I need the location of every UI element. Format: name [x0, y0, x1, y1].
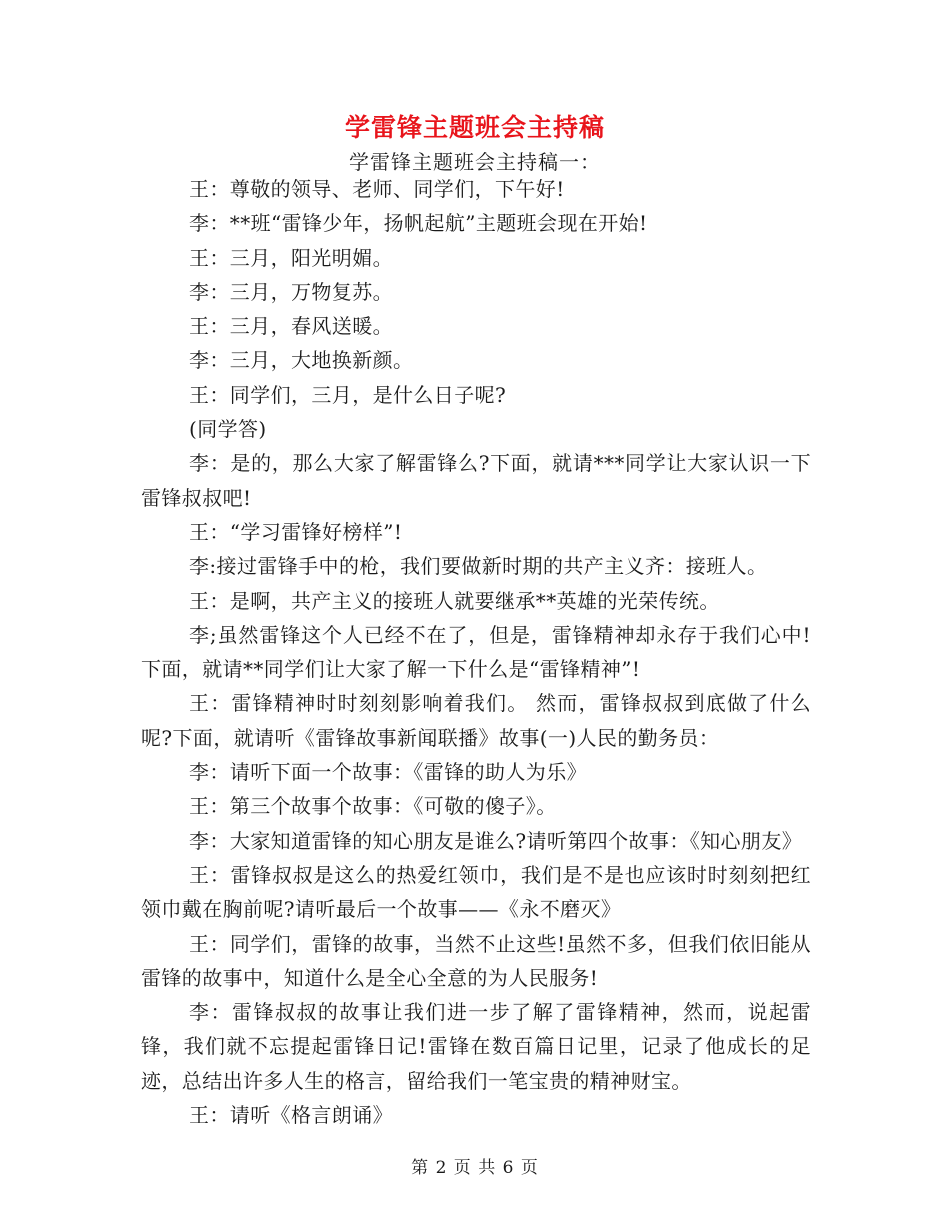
paragraph: 王：三月，阳光明媚。 — [189, 245, 393, 270]
paragraph: 李;虽然雷锋这个人已经不在了，但是，雷锋精神却永存于我们心中!下面，就请**同学们让大家了解一下什么是“雷锋精神”! — [141, 622, 811, 682]
paragraph: 王：同学们，雷锋的故事，当然不止这些!虽然不多，但我们依旧能从雷锋的故事中，知道什么是全心全意的为人民服务! — [141, 931, 811, 990]
paragraph: 王：是啊，共产主义的接班人就要继承**英雄的光荣传统。 — [189, 588, 720, 613]
paragraph: 王：第三个故事个故事：《可敬的傻子》。 — [189, 794, 557, 819]
paragraph: 李：大家知道雷锋的知心朋友是谁么?请听第四个故事：《知心朋友》 — [189, 828, 803, 853]
paragraph: 王：请听《格言朗诵》 — [189, 1103, 393, 1128]
document-subtitle: 学雷锋主题班会主持稿一： — [349, 150, 601, 174]
paragraph: 李：三月，大地换新颜。 — [189, 348, 414, 373]
paragraph: 王：“学习雷锋好榜样”! — [189, 519, 403, 544]
paragraph: 李：**班“雷锋少年，扬帆起航”主题班会现在开始! — [189, 211, 648, 236]
paragraph: 李:接过雷锋手中的枪，我们要做新时期的共产主义齐：接班人。 — [189, 554, 768, 579]
document-title: 学雷锋主题班会主持稿 — [344, 113, 605, 142]
paragraph: 王：三月，春风送暖。 — [189, 314, 393, 339]
document-body — [141, 172, 811, 1132]
paragraph: 王：雷锋精神时时刻刻影响着我们。 然而，雷锋叔叔到底做了什么呢?下面，就请听《雷锋故事新闻联播》故事(一)人民的勤务员： — [141, 691, 811, 750]
paragraph: 王：同学们，三月，是什么日子呢? — [189, 382, 507, 407]
paragraph: 李：请听下面一个故事：《雷锋的助人为乐》 — [189, 760, 587, 785]
page-number-footer: 第 2 页 共 6 页 — [411, 1158, 539, 1178]
paragraph: (同学答) — [189, 417, 267, 442]
paragraph: 李：是的，那么大家了解雷锋么?下面，就请***同学让大家认识一下雷锋叔叔吧! — [141, 451, 811, 510]
paragraph: 李：雷锋叔叔的故事让我们进一步了解了雷锋精神，然而，说起雷锋，我们就不忘提起雷锋日记!雷锋在数百篇日记里，记录了他成长的足迹，总结出许多人生的格言，留给我们一笔宝贵的精神财宝。 — [141, 1000, 811, 1093]
paragraph: 李：三月，万物复苏。 — [189, 279, 393, 304]
paragraph: 王：尊敬的领导、老师、同学们，下午好! — [189, 177, 565, 201]
paragraph: 王：雷锋叔叔是这么的热爱红领巾，我们是不是也应该时时刻刻把红领巾戴在胸前呢?请听最后一个故事——《永不磨灭》 — [141, 862, 811, 922]
